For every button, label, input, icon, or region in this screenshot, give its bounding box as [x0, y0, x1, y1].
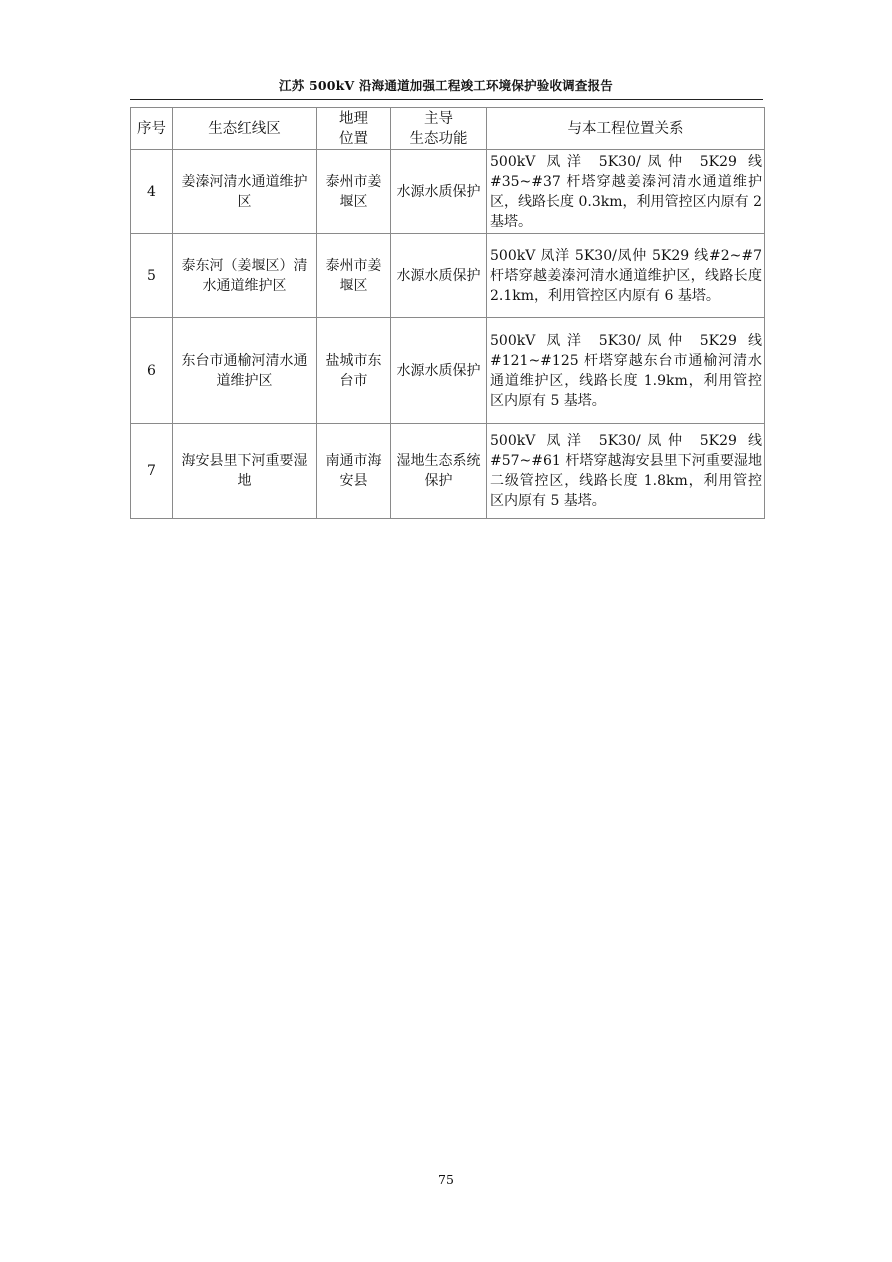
cell-function: 湿地生态系统保护 [391, 424, 487, 519]
table-row [131, 318, 765, 424]
cell-relation: 500kV 凤洋 5K30/凤仲 5K29 线#35~#37 杆塔穿越姜溱河清水通道维护区，线路长度 0.3km，利用管控区内原有 2 基塔。 [487, 150, 765, 234]
cell-name: 海安县里下河重要湿地 [173, 424, 317, 519]
header-function [391, 108, 487, 150]
header-function-line1: 主导 [424, 110, 453, 127]
table-row [131, 150, 765, 234]
table-header-row [131, 108, 765, 150]
header-relation: 与本工程位置关系 [487, 108, 765, 150]
cell-name: 东台市通榆河清水通道维护区 [173, 318, 317, 424]
cell-name: 泰东河（姜堰区）清水通道维护区 [173, 234, 317, 318]
table-row [131, 424, 765, 519]
ecological-redline-table [130, 107, 765, 519]
cell-relation: 500kV 凤洋 5K30/凤仲 5K29 线#121~#125 杆塔穿越东台市通榆河清水通道维护区，线路长度 1.9km，利用管控区内原有 5 基塔。 [487, 318, 765, 424]
header-location-line2: 位置 [339, 130, 368, 147]
cell-location: 泰州市姜堰区 [317, 234, 391, 318]
header-divider [130, 99, 763, 100]
cell-function: 水源水质保护 [391, 234, 487, 318]
header-location-line1: 地理 [339, 110, 368, 127]
ecological-redline-table-container [130, 107, 764, 519]
cell-location: 泰州市姜堰区 [317, 150, 391, 234]
cell-num: 7 [131, 424, 173, 519]
cell-relation: 500kV 凤洋 5K30/凤仲 5K29 线#2~#7 杆塔穿越姜溱河清水通道维护区，线路长度 2.1km，利用管控区内原有 6 基塔。 [487, 234, 765, 318]
cell-relation: 500kV 凤洋 5K30/凤仲 5K29 线#57~#61 杆塔穿越海安县里下河重要湿地二级管控区，线路长度 1.8km，利用管控区内原有 5 基塔。 [487, 424, 765, 519]
cell-num: 6 [131, 318, 173, 424]
header-num: 序号 [131, 108, 173, 150]
cell-location: 南通市海安县 [317, 424, 391, 519]
page-number: 75 [438, 1172, 454, 1187]
page-header-title: 江苏 500kV 沿海通道加强工程竣工环境保护验收调查报告 [279, 78, 613, 93]
cell-function: 水源水质保护 [391, 150, 487, 234]
cell-num: 4 [131, 150, 173, 234]
cell-num: 5 [131, 234, 173, 318]
header-function-line2: 生态功能 [409, 130, 468, 147]
cell-function: 水源水质保护 [391, 318, 487, 424]
header-location [317, 108, 391, 150]
cell-location: 盐城市东台市 [317, 318, 391, 424]
header-name: 生态红线区 [173, 108, 317, 150]
table-row [131, 234, 765, 318]
cell-name: 姜溱河清水通道维护区 [173, 150, 317, 234]
